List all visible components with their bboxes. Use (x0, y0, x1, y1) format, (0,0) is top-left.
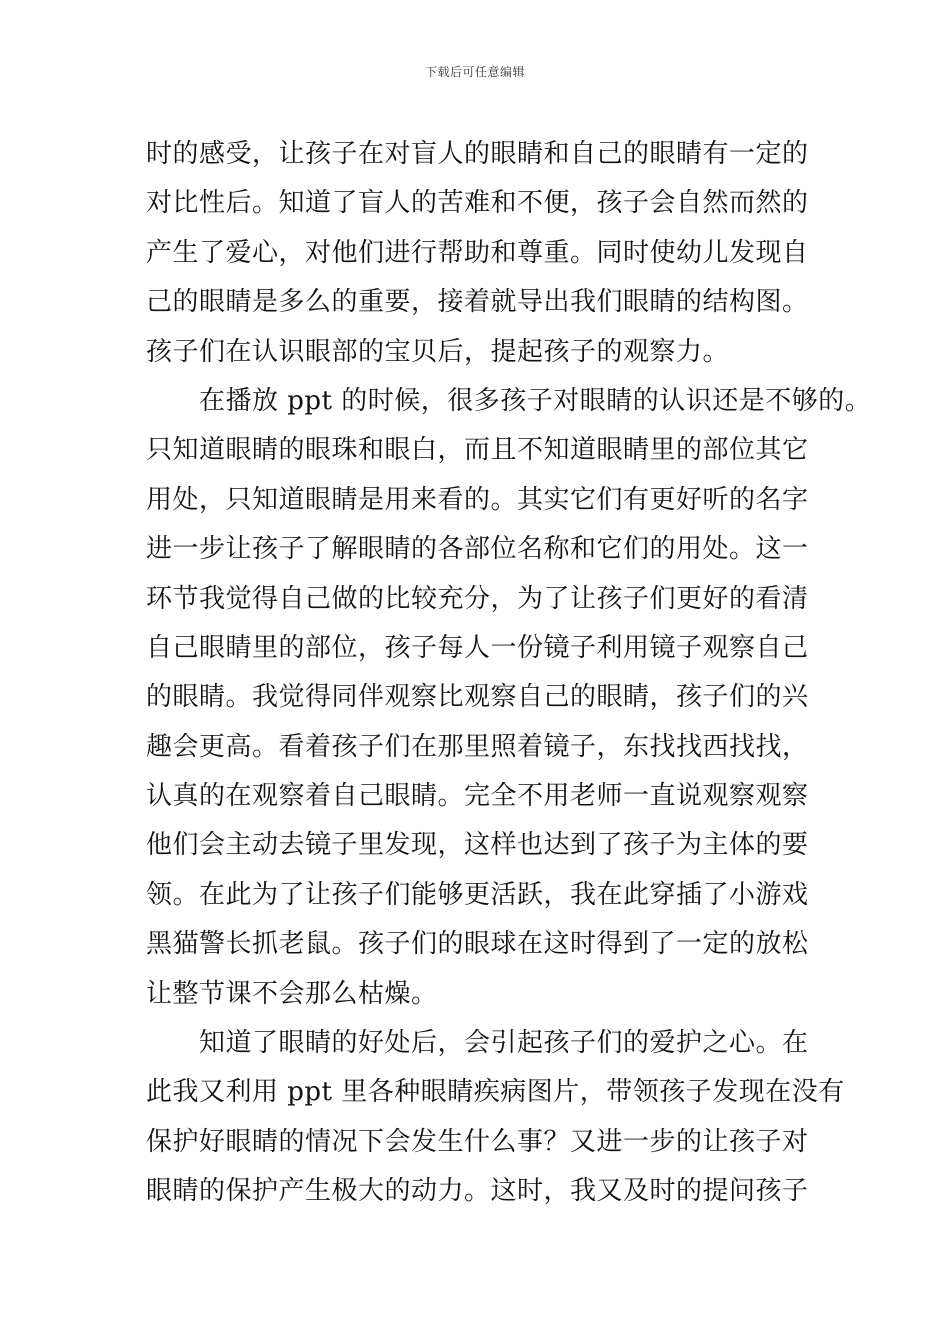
page-header: 下载后可任意编辑 (424, 65, 525, 79)
text-line: 眼睛的保护产生极大的动力。这时，我又及时的提问孩子 (146, 1176, 809, 1207)
text-line: 的眼睛。我觉得同伴观察比观察自己的眼睛，孩子们的兴 (146, 682, 809, 713)
text-line: 趣会更高。看着孩子们在那里照着镜子，东找找西找找， (146, 731, 809, 762)
text-line: 此我又利用 ppt 里各种眼睛疾病图片，带领孩子发现在没有 (146, 1077, 845, 1108)
text-line: 他们会主动去镜子里发现，这样也达到了孩子为主体的要 (146, 830, 809, 861)
text-line: 孩子们在认识眼部的宝贝后，提起孩子的观察力。 (146, 336, 730, 367)
text-line: 认真的在观察着自己眼睛。完全不用老师一直说观察观察 (146, 781, 809, 812)
text-line: 环节我觉得自己做的比较充分，为了让孩子们更好的看清 (146, 583, 809, 614)
text-line: 领。在此为了让孩子们能够更活跃，我在此穿插了小游戏 (146, 879, 809, 910)
text-line: 让整节课不会那么枯燥。 (146, 978, 438, 1009)
text-line: 时的感受，让孩子在对盲人的眼睛和自己的眼睛有一定的 (146, 139, 809, 169)
text-line: 保护好眼睛的情况下会发生什么事？又进一步的让孩子对 (146, 1126, 809, 1157)
text-line: 自己眼睛里的部位，孩子每人一份镜子利用镜子观察自己 (146, 632, 809, 663)
text-line: 只知道眼睛的眼珠和眼白，而且不知道眼睛里的部位其它 (146, 435, 809, 466)
text-line: 进一步让孩子了解眼睛的各部位名称和它们的用处。这一 (146, 534, 809, 565)
text-line: 黑猫警长抓老鼠。孩子们的眼球在这时得到了一定的放松 (146, 929, 809, 960)
text-line: 在播放 ppt 的时候，很多孩子对眼睛的认识还是不够的。 (146, 385, 872, 416)
text-line: 对比性后。知道了盲人的苦难和不便，孩子会自然而然的 (146, 188, 809, 219)
text-line: 用处，只知道眼睛是用来看的。其实它们有更好听的名字 (146, 484, 809, 515)
text-line: 知道了眼睛的好处后，会引起孩子们的爱护之心。在 (146, 1028, 809, 1059)
text-line: 产生了爱心，对他们进行帮助和尊重。同时使幼儿发现自 (146, 237, 809, 268)
text-line: 己的眼睛是多么的重要，接着就导出我们眼睛的结构图。 (146, 287, 809, 318)
body-text (146, 130, 872, 1217)
